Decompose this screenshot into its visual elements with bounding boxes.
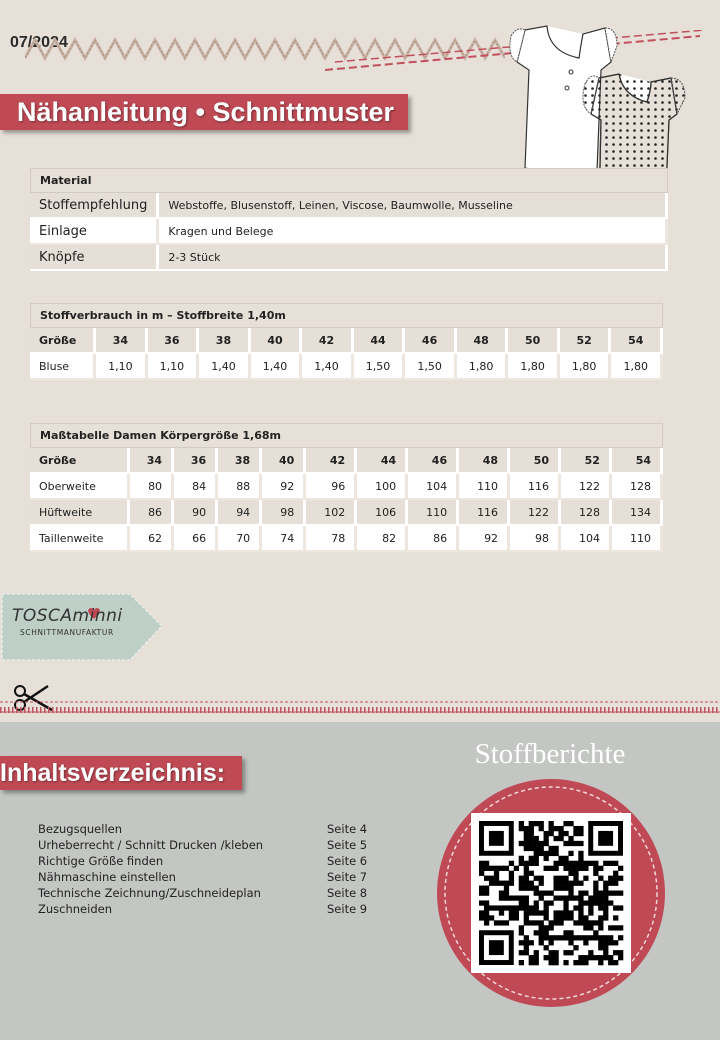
fabric-usage-table (30, 303, 663, 380)
value-cell: 1,50 (405, 354, 457, 380)
title-banner (0, 94, 408, 130)
value-cell: 66 (174, 526, 218, 552)
issue-date: 07/2024 (10, 34, 68, 51)
value-cell: 122 (510, 500, 561, 526)
row-label: Bluse (30, 354, 96, 380)
value-cell: 106 (357, 500, 408, 526)
size-cell: 52 (560, 328, 612, 354)
value-cell: 1,40 (199, 354, 251, 380)
toc-item-page: Seite 8 (327, 886, 368, 900)
table-row (30, 474, 663, 500)
value-cell: 86 (130, 500, 174, 526)
size-cell: 48 (459, 448, 510, 474)
stoffberichte-title: Stoffberichte (474, 738, 626, 770)
value-cell: 100 (357, 474, 408, 500)
value-cell: 104 (408, 474, 459, 500)
toc-item[interactable] (38, 821, 378, 837)
size-chart-header-row (30, 423, 663, 448)
material-value: Webstoffe, Blusenstoff, Leinen, Viscose, Baumwolle, Musseline (159, 193, 668, 219)
value-cell: 82 (357, 526, 408, 552)
size-cell: 40 (251, 328, 303, 354)
fabric-usage-heading: Stoffverbrauch in m – Stoffbreite 1,40m (30, 303, 663, 328)
value-cell: 80 (130, 474, 174, 500)
page-title: Nähanleitung • Schnittmuster (17, 97, 394, 127)
material-heading: Material (30, 168, 668, 193)
value-cell: 88 (218, 474, 262, 500)
table-row (30, 500, 663, 526)
value-cell: 1,40 (251, 354, 303, 380)
toc-heading: Inhaltsverzeichnis: (0, 759, 226, 787)
material-label: Stoffempfehlung (30, 193, 159, 219)
material-label: Knöpfe (30, 245, 159, 271)
qr-code-graphic (471, 813, 631, 973)
toc-item-page: Seite 7 (327, 870, 368, 884)
row-label: Taillenweite (30, 526, 130, 552)
value-cell: 78 (306, 526, 357, 552)
size-row (30, 448, 663, 474)
value-cell: 110 (612, 526, 663, 552)
size-cell: 38 (218, 448, 262, 474)
toc-item[interactable] (38, 901, 378, 917)
size-row (30, 328, 663, 354)
toc-item-title: Urheberrecht / Schnitt Drucken /kleben (38, 838, 264, 852)
logo-name: TOSCAminni (12, 606, 123, 626)
size-cell: 36 (148, 328, 200, 354)
row-label: Oberweite (30, 474, 130, 500)
size-cell: 44 (354, 328, 406, 354)
size-cell: 46 (408, 448, 459, 474)
size-cell: 54 (612, 448, 663, 474)
value-cell: 96 (306, 474, 357, 500)
value-cell: 104 (561, 526, 612, 552)
value-cell: 84 (174, 474, 218, 500)
value-cell: 98 (510, 526, 561, 552)
size-cell: 34 (130, 448, 174, 474)
value-cell: 134 (612, 500, 663, 526)
brand-logo (0, 592, 165, 666)
value-cell: 70 (218, 526, 262, 552)
value-cell: 128 (612, 474, 663, 500)
value-cell: 92 (459, 526, 510, 552)
toc-item-page: Seite 6 (327, 854, 368, 868)
toc-item-page: Seite 5 (327, 838, 368, 852)
table-row (30, 354, 663, 380)
value-cell: 116 (459, 500, 510, 526)
size-cell: 54 (611, 328, 663, 354)
size-cell: 48 (457, 328, 509, 354)
qr-code-icon[interactable] (471, 813, 631, 973)
logo-badge-shape (0, 592, 165, 662)
toc-item[interactable] (38, 885, 378, 901)
material-table (30, 168, 668, 271)
toc-item-page: Seite 9 (327, 902, 368, 916)
value-cell: 1,50 (354, 354, 406, 380)
logo-subtitle: SCHNITTMANUFAKTUR (20, 628, 114, 637)
toc-item-page: Seite 4 (327, 822, 368, 836)
value-cell: 98 (262, 500, 306, 526)
table-row (30, 526, 663, 552)
toc-banner (0, 756, 242, 790)
value-cell: 110 (459, 474, 510, 500)
value-cell: 122 (561, 474, 612, 500)
value-cell: 1,10 (148, 354, 200, 380)
size-cell: 50 (508, 328, 560, 354)
material-value: Kragen und Belege (159, 219, 668, 245)
table-row (30, 245, 668, 271)
size-cell: 38 (199, 328, 251, 354)
value-cell: 110 (408, 500, 459, 526)
material-label: Einlage (30, 219, 159, 245)
value-cell: 1,80 (457, 354, 509, 380)
table-of-contents (38, 821, 378, 917)
table-row (30, 193, 668, 219)
value-cell: 1,40 (302, 354, 354, 380)
fabric-usage-header-row (30, 303, 663, 328)
value-cell: 116 (510, 474, 561, 500)
size-cell: 40 (262, 448, 306, 474)
table-row (30, 219, 668, 245)
value-cell: 86 (408, 526, 459, 552)
toc-item-title: Technische Zeichnung/Zuschneideplan (38, 886, 261, 900)
size-chart-heading: Maßtabelle Damen Körpergröße 1,68m (30, 423, 663, 448)
toc-item-title: Bezugsquellen (38, 822, 122, 836)
size-cell: 44 (357, 448, 408, 474)
value-cell: 94 (218, 500, 262, 526)
size-label: Größe (30, 448, 130, 474)
size-cell: 50 (510, 448, 561, 474)
value-cell: 90 (174, 500, 218, 526)
dashed-cut-line (0, 698, 720, 718)
size-cell: 36 (174, 448, 218, 474)
toc-item-title: Richtige Größe finden (38, 854, 164, 868)
value-cell: 92 (262, 474, 306, 500)
value-cell: 128 (561, 500, 612, 526)
material-value: 2-3 Stück (159, 245, 668, 271)
toc-item[interactable] (38, 869, 378, 885)
value-cell: 62 (130, 526, 174, 552)
size-cell: 42 (306, 448, 357, 474)
toc-item[interactable] (38, 853, 378, 869)
size-cell: 42 (302, 328, 354, 354)
size-label: Größe (30, 328, 96, 354)
toc-item-title: Nähmaschine einstellen (38, 870, 176, 884)
size-chart-table (30, 423, 663, 552)
value-cell: 102 (306, 500, 357, 526)
toc-item-title: Zuschneiden (38, 902, 112, 916)
value-cell: 1,80 (508, 354, 560, 380)
size-cell: 52 (561, 448, 612, 474)
value-cell: 1,10 (96, 354, 148, 380)
value-cell: 74 (262, 526, 306, 552)
material-header-row (30, 168, 668, 193)
row-label: Hüftweite (30, 500, 130, 526)
value-cell: 1,80 (560, 354, 612, 380)
size-cell: 34 (96, 328, 148, 354)
size-cell: 46 (405, 328, 457, 354)
value-cell: 1,80 (611, 354, 663, 380)
toc-item[interactable] (38, 837, 378, 853)
